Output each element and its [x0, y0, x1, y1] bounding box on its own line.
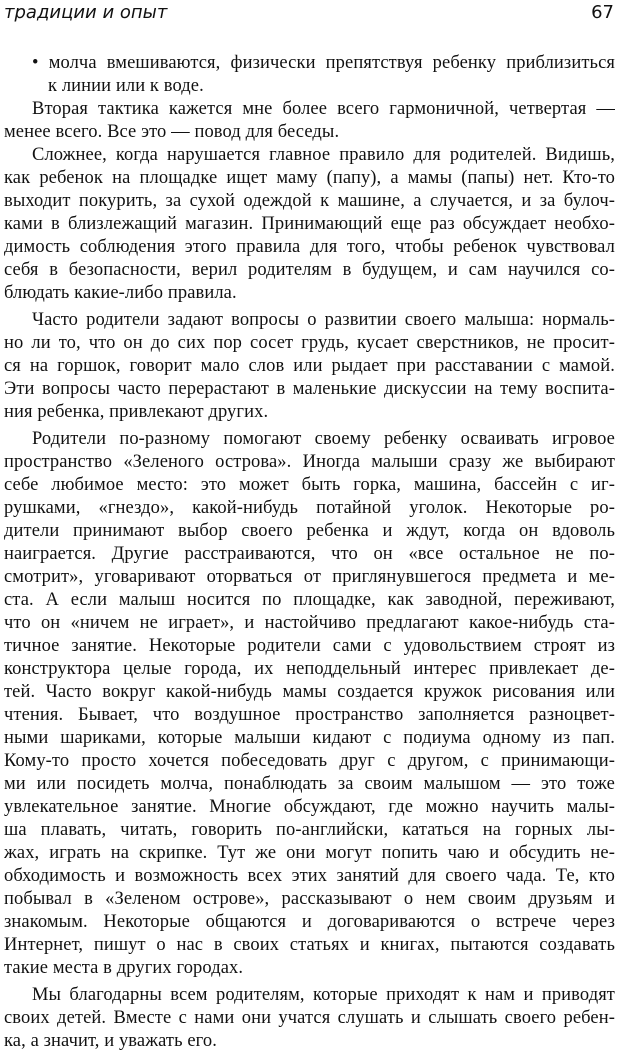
- text-line: Эти вопросы часто перерастают в маленькие дискуссии на тему воспита-: [4, 379, 615, 399]
- text-line: жах, играть на скрипке. Тут же они могут попить чаю и обсудить не-: [4, 843, 615, 863]
- text-line: увлекательное занятие. Многие обсуждают, где можно научить малы-: [4, 797, 615, 817]
- text-line: но ли то, что он до сих пор сосет грудь, кусает сверстников, не просит-: [4, 333, 615, 353]
- text-line: Интернет, пишут о нас в своих статьях и книгах, пытаются создавать: [4, 935, 615, 955]
- text-line: знакомым. Некоторые общаются и договариваются о встрече через: [4, 912, 615, 932]
- text-line: Сложнее, когда нарушается главное правило для родителей. Видишь,: [32, 145, 615, 165]
- text-line: менее всего. Все это — повод для беседы.: [4, 122, 340, 142]
- text-line: Вторая тактика кажется мне более всего гармоничной, четвертая —: [32, 99, 615, 119]
- text-line: такие места в других городах.: [4, 958, 244, 978]
- text-line: ша плавать, читать, говорить по-английски, кататься на горных лы-: [4, 820, 615, 840]
- text-line: чтения. Бывает, что воздушное пространство заполняется разноцвет-: [4, 705, 615, 725]
- text-line: наиграется. Другие расстраиваются, что он «все остальное не по-: [4, 544, 615, 564]
- text-line: ста. А если малыш носится по площадке, как заводной, переживают,: [4, 590, 615, 610]
- text-line: Мы благодарны всем родителям, которые приходят к нам и приводят: [32, 985, 615, 1005]
- text-line: пространство «Зеленого острова». Иногда малыши сразу же выбирают: [4, 452, 615, 472]
- text-line: ными шариками, которые малыши кидают с подиума одному из пап.: [4, 728, 615, 748]
- text-line: конструктора целые города, их неподдельный интерес привлекает де-: [4, 659, 615, 679]
- page-number: 67: [591, 2, 614, 23]
- running-header: [4, 2, 614, 28]
- text-line: обходимость и возможность всех этих занятий для своего чада. Те, кто: [4, 866, 615, 886]
- section-title: традиции и опыт: [4, 2, 168, 23]
- text-line: ния ребенка, привлекают других.: [4, 402, 269, 422]
- text-line: Кому-то просто хочется побеседовать друг с другом, с принимающи-: [4, 751, 615, 771]
- text-line: • молча вмешиваются, физически препятствуя ребенку приблизиться: [32, 53, 615, 73]
- text-line: выходит покурить, за сухой одеждой к машине, а случается, и за булоч-: [4, 191, 615, 211]
- text-line: димость соблюдения этого правила для того, чтобы ребенок чувствовал: [4, 237, 615, 257]
- text-line: как ребенок на площадке ищет маму (папу), а мамы (папы) нет. Кто-то: [4, 168, 615, 188]
- text-line: смотрит», уговаривают оторваться от приглянувшегося предмета и ме-: [4, 567, 615, 587]
- page-body: [4, 52, 615, 1053]
- text-line: блюдать какие-либо правила.: [4, 283, 237, 303]
- text-line: себя в безопасности, верил родителям в будущем, и сам научился со-: [4, 260, 615, 280]
- text-line: к линии или к воде.: [48, 76, 204, 96]
- text-line: себе любимое место: это может быть горка, машина, бассейн с иг-: [4, 475, 615, 495]
- text-line: Родители по-разному помогают своему ребенку осваивать игровое: [32, 429, 615, 449]
- text-line: ми или посидеть молча, понаблюдать за своим малышом — это тоже: [4, 774, 615, 794]
- text-line: ся на горшок, говорит мало слов или рыдает при расставании с мамой.: [4, 356, 615, 376]
- text-line: ка, а значит, и уважать его.: [4, 1031, 217, 1051]
- text-line: побывал в «Зеленом острове», рассказывают о нем своим друзьям и: [4, 889, 615, 909]
- text-line: что он «ничем не играет», и настойчиво предлагают какое-нибудь ста-: [4, 613, 615, 633]
- text-line: ками в близлежащий магазин. Принимающий еще раз обсуждает необхо-: [4, 214, 615, 234]
- text-line: дители принимают выбор своего ребенка и ждут, когда он вдоволь: [4, 521, 615, 541]
- text-line: Часто родители задают вопросы о развитии своего малыша: нормаль-: [32, 310, 615, 330]
- text-line: рушками, «гнездо», какой-нибудь потайной уголок. Некоторые ро-: [4, 498, 615, 518]
- text-line: своих детей. Вместе с нами они учатся слушать и слышать своего ребен-: [4, 1008, 615, 1028]
- text-line: тей. Часто вокруг какой-нибудь мамы создается кружок рисования или: [4, 682, 615, 702]
- text-line: тичное занятие. Некоторые родители сами с удовольствием строят из: [4, 636, 615, 656]
